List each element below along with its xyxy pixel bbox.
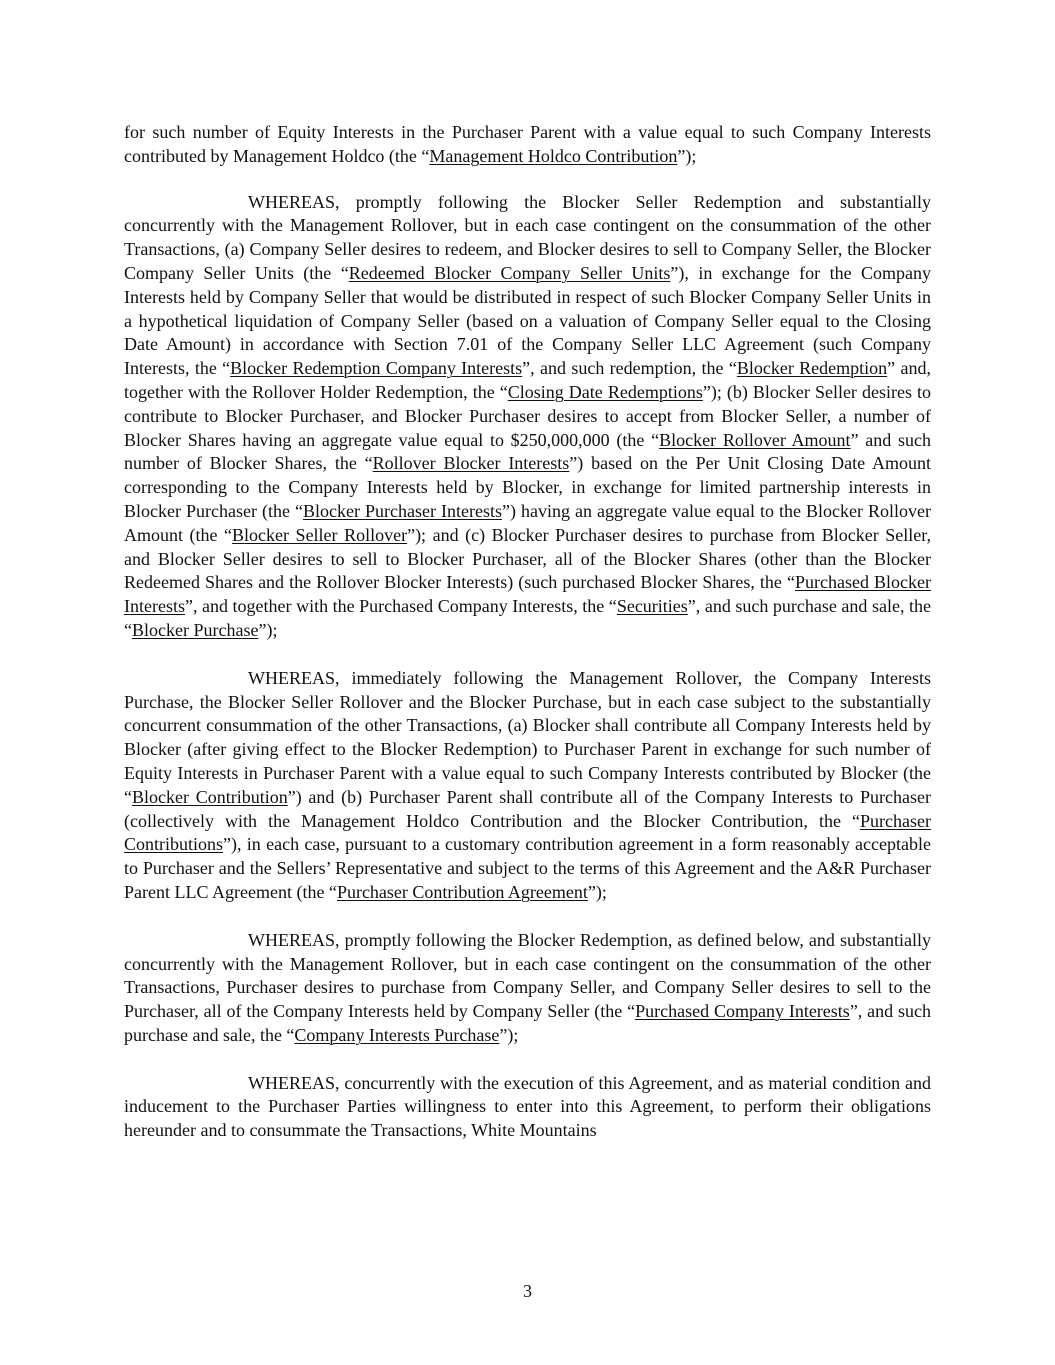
text-segment: ”, and such purchase and sale, the “ bbox=[124, 596, 931, 640]
text-segment: ”); (b) Blocker Seller desires to contribute to Blocker Purchaser, and Blocker Purchaser desires to accept from Blocker Seller, a number of Blocker Shares having an aggregate value equal to $250,000,000 (the “ bbox=[124, 381, 932, 450]
defined-term: Redeemed Blocker Company Seller Units bbox=[348, 262, 671, 283]
defined-term: Closing Date Redemptions bbox=[507, 381, 703, 402]
text-segment: ”), in exchange for the Company Interests held by Company Seller that would be distributed in respect of such Blocker Company Seller Units in a hypothetical liquidation of Company Seller (based on a valuation of Company Seller equal to the Closing Date Amount) in accordance with Section 7.01 of the Company Seller LLC Agreement (such Company Interests, the “ bbox=[124, 262, 932, 379]
text-segment: ”, and such redemption, the “ bbox=[522, 358, 737, 379]
document-page bbox=[124, 121, 931, 1167]
text-segment: ”); and (c) Blocker Purchaser desires to purchase from Blocker Seller, and Blocker Seller desires to sell to Blocker Purchaser, all of the Blocker Shares (other than the Blocker Redeemed Shares and the Rollover Blocker Interests) (such purchased Blocker Shares, the “ bbox=[124, 524, 931, 593]
defined-term: Blocker Contribution bbox=[132, 786, 288, 807]
defined-term: Company Interests Purchase bbox=[294, 1024, 500, 1045]
text-segment: ”) and (b) Purchaser Parent shall contribute all of the Company Interests to Purchaser (collectively with the Management Holdco Contribution and the Blocker Contribution, the “ bbox=[124, 786, 932, 831]
text-segment: ”); bbox=[677, 145, 697, 166]
defined-term: Blocker Redemption Company Interests bbox=[230, 358, 523, 379]
paragraph-whereas-purchaser-contributions bbox=[124, 667, 931, 905]
page-number: 3 bbox=[523, 1281, 532, 1301]
defined-term: Management Holdco Contribution bbox=[429, 145, 678, 166]
defined-term: Rollover Blocker Interests bbox=[372, 453, 570, 474]
defined-term: Purchaser Contributions bbox=[124, 810, 931, 855]
defined-term: Blocker Rollover Amount bbox=[659, 429, 851, 450]
defined-term: Purchaser Contribution Agreement bbox=[336, 881, 588, 902]
defined-term: Blocker Redemption bbox=[736, 358, 888, 379]
text-segment: ”) having an aggregate value equal to the Blocker Rollover Amount (the “ bbox=[124, 500, 932, 545]
text-segment: ”, and such purchase and sale, the “ bbox=[124, 1001, 932, 1045]
paragraph-whereas-blocker-redemption bbox=[124, 191, 931, 643]
text-segment: ”) based on the Per Unit Closing Date Amount corresponding to the Company Interests held by Blocker, in exchange for limited partnership interests in Blocker Purchaser (the “ bbox=[124, 453, 931, 521]
defined-term: Blocker Seller Rollover bbox=[232, 524, 408, 545]
text-segment: WHEREAS, immediately following the Management Rollover, the Company Interests Purchase, the Blocker Seller Rollover and the Blocker Purchase, but in each case subject to the substantially concurrent consummation of the other Transactions, (a) Blocker shall contribute all Company Interests held by Blocker (after giving effect to the Blocker Redemption) to Purchaser Parent in exchange for such number of Equity Interests in Purchaser Parent with a value equal to such Company Interests contributed by Blocker (the “ bbox=[124, 667, 931, 807]
text-segment: WHEREAS, concurrently with the execution of this Agreement, and as material condition and inducement to the Purchaser Parties willingness to enter into this Agreement, to perform their obligations hereunder and to consummate the Transactions, White Mountains bbox=[124, 1072, 931, 1141]
paragraph-continuation bbox=[124, 121, 931, 169]
paragraph-whereas-company-interests-purchase bbox=[124, 929, 931, 1048]
text-segment: WHEREAS, promptly following the Blocker Seller Redemption and substantially concurrently with the Management Rollover, but in each case contingent on the consummation of the other Transactions, (a) Company Seller desires to redeem, and Blocker desires to sell to Company Seller, the Blocker Company Seller Units (the “ bbox=[124, 191, 931, 283]
text-segment: ”); bbox=[587, 881, 607, 902]
defined-term: Purchased Blocker Interests bbox=[124, 572, 931, 617]
defined-term: Securities bbox=[616, 596, 688, 617]
text-segment: ”, and together with the Purchased Company Interests, the “ bbox=[184, 596, 617, 617]
defined-term: Blocker Purchase bbox=[132, 619, 259, 640]
text-segment: ”); bbox=[499, 1024, 519, 1045]
paragraph-whereas-white-mountains bbox=[124, 1072, 931, 1143]
text-segment: for such number of Equity Interests in the Purchaser Parent with a value equal to such Company Interests contributed by Management Holdco (the “ bbox=[124, 122, 931, 166]
text-segment: WHEREAS, promptly following the Blocker Redemption, as defined below, and substantially concurrently with the Management Rollover, but in each case contingent on the consummation of the other Transactions, Purchaser desires to purchase from Company Seller, and Company Seller desires to sell to the Purchaser, all of the Company Interests held by Company Seller (the “ bbox=[124, 929, 931, 1022]
text-segment: ” and, together with the Rollover Holder Redemption, the “ bbox=[124, 358, 931, 402]
text-segment: ”), in each case, pursuant to a customary contribution agreement in a form reasonably acceptable to Purchaser and the Sellers’ Representative and subject to the terms of this Agreement and the A&R Purchaser Parent LLC Agreement (the “ bbox=[124, 834, 931, 902]
text-segment: ” and such number of Blocker Shares, the “ bbox=[124, 429, 931, 474]
text-segment: ”); bbox=[258, 619, 278, 640]
defined-term: Purchased Company Interests bbox=[635, 1001, 850, 1022]
defined-term: Blocker Purchaser Interests bbox=[303, 500, 502, 521]
